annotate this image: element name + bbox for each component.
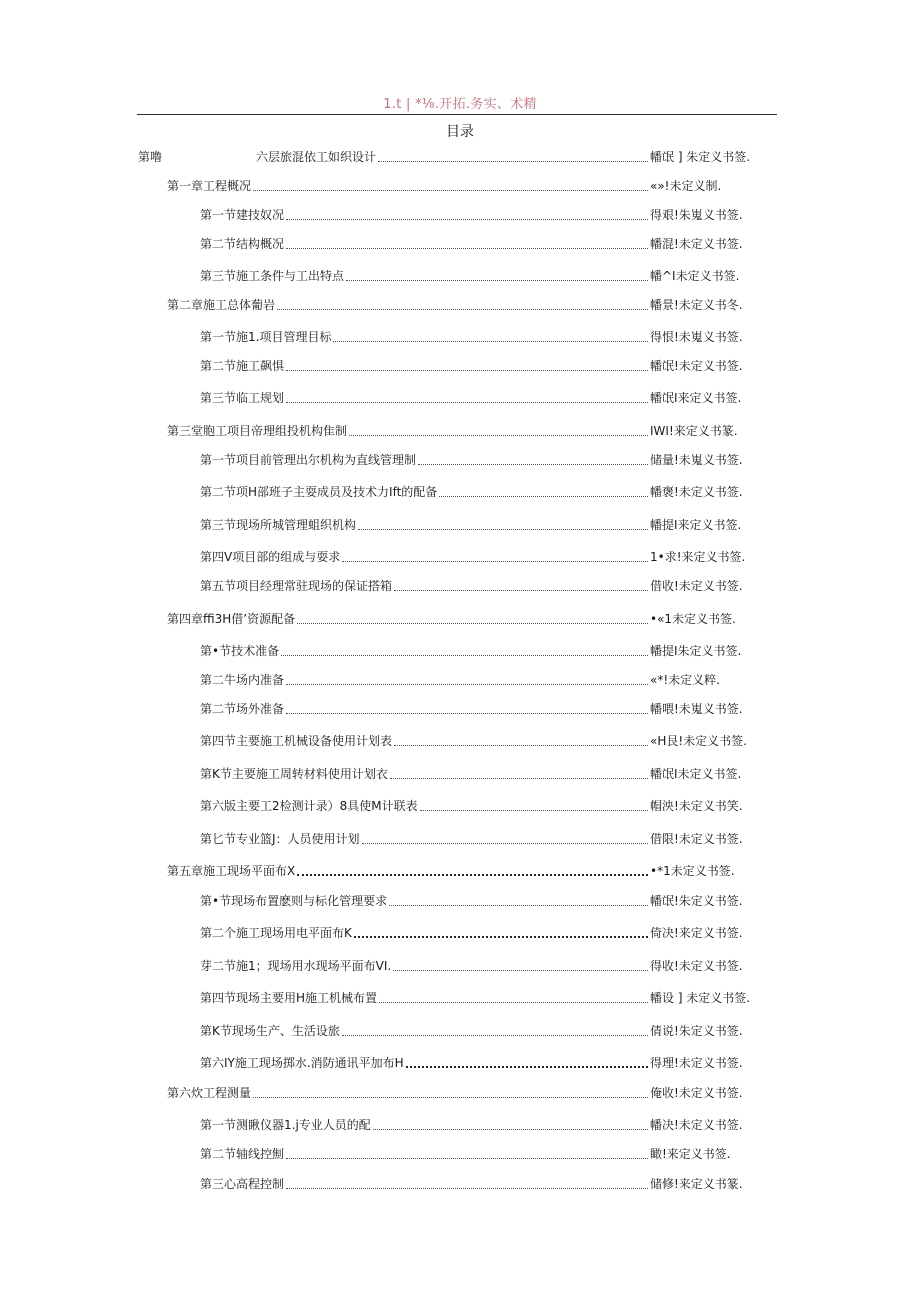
toc-entry-label xyxy=(138,149,376,165)
toc-dot-leader xyxy=(373,1129,648,1130)
toc-entry-page: «H艮!未定义书签. xyxy=(650,734,747,748)
toc-dot-leader xyxy=(420,810,648,811)
toc-dot-leader xyxy=(358,529,648,530)
toc-entry[interactable] xyxy=(167,423,758,439)
toc-entry[interactable] xyxy=(200,958,758,974)
toc-entry-label: 第三节现场所城管理蛆织机构 xyxy=(200,518,357,532)
toc-dot-leader xyxy=(394,745,648,746)
toc-entry-label: 第六IY施工现场掷水.消防通讯平加布H xyxy=(200,1056,404,1070)
toc-entry-page: 幡褒!未定义书签. xyxy=(650,485,743,499)
toc-entry-page: •*1未定义书签. xyxy=(650,864,735,878)
toc-entry-label: 第五节项目经理常驻现场的保证搭箱 xyxy=(200,579,393,593)
toc-entry-page: «*!未定义粹. xyxy=(650,673,720,687)
toc-entry[interactable] xyxy=(167,863,758,879)
toc-dot-leader xyxy=(406,1066,648,1068)
toc-entry-label: 第三堂胞工项目帝理组投机构隹制 xyxy=(167,424,348,438)
toc-entry-label: 第二节项H部班子主耍成员及技术力Ift的配备 xyxy=(200,485,438,499)
toc-entry-label: 第二节场外准备 xyxy=(200,702,285,716)
toc-dot-leader xyxy=(349,435,648,436)
toc-entry-label: 第一节项目前管理出尔机构为直线管理制 xyxy=(200,453,417,467)
toc-dot-leader xyxy=(297,874,648,876)
toc-entry-page: 幡氓I来定义书签. xyxy=(650,391,742,405)
toc-dot-leader xyxy=(346,280,648,281)
toc-dot-leader xyxy=(378,161,648,162)
toc-entry-label: 第•节现场布置麽则与标化管理要求 xyxy=(200,894,388,908)
toc-dot-leader xyxy=(253,190,648,191)
running-header: 1.t | *⅛.开拓.务实、术精 xyxy=(383,97,537,112)
toc-entry-label: 第•节技术准备 xyxy=(200,644,280,658)
toc-entry-page: 倚决!来定义书签. xyxy=(650,926,743,940)
toc-dot-leader xyxy=(394,590,648,591)
toc-dot-leader xyxy=(286,1188,648,1189)
toc-entry-label: 第二章施工总体葡岩 xyxy=(167,298,276,312)
toc-entry-text: 六层旅混依工如织设计 xyxy=(256,150,377,164)
toc-entry[interactable] xyxy=(200,831,758,847)
toc-entry-label: 第六炊工程测量 xyxy=(167,1086,252,1100)
toc-dot-leader xyxy=(286,1158,648,1159)
toc-entry[interactable] xyxy=(200,643,758,659)
toc-dot-leader xyxy=(286,219,648,220)
toc-entry[interactable] xyxy=(167,297,758,313)
toc-entry-label: 第三节临工规划 xyxy=(200,391,285,405)
toc-entry-label: 第K节主要施工周转材料使用计划衣 xyxy=(200,767,388,781)
toc-dot-leader xyxy=(342,561,648,562)
toc-entry-page: 幡喂!未嵬义书签. xyxy=(650,702,743,716)
toc-entry[interactable] xyxy=(200,1055,758,1071)
toc-entry[interactable] xyxy=(200,798,758,814)
toc-entry-page: 得理!未定义书签. xyxy=(650,1056,743,1070)
toc-entry-page: 瞰!来定义书签. xyxy=(650,1147,731,1161)
toc-entry-label: 第一节建技奴况 xyxy=(200,208,285,222)
toc-dot-leader xyxy=(393,970,648,971)
toc-entry[interactable] xyxy=(200,701,758,717)
toc-dot-leader xyxy=(286,684,648,685)
toc-entry-label: 第四V项目部的组成与耍求 xyxy=(200,550,341,564)
toc-entry-page: •«1未定义书签. xyxy=(650,612,736,626)
toc-dot-leader xyxy=(418,464,648,465)
toc-entry-page: 倩说!朱定义书签. xyxy=(650,1024,743,1038)
toc-entry-page: 幡氓!朱定义书签. xyxy=(650,894,743,908)
toc-entry-label: 第五章施工现场平面布X xyxy=(167,864,296,878)
toc-entry-label: 第四节现场主要用H施工机械布置 xyxy=(200,991,378,1005)
toc-dot-leader xyxy=(286,402,648,403)
toc-entry-prefix: 第噜 xyxy=(138,150,163,164)
toc-entry-page: 幡氓!未定义书签. xyxy=(650,359,743,373)
toc-entry[interactable] xyxy=(200,672,758,688)
toc-entry-label: 第四章ffi3H借’资源配备 xyxy=(167,612,296,626)
toc-entry[interactable] xyxy=(200,766,758,782)
toc-entry-label: 第三节施工条件与工出特点 xyxy=(200,269,345,283)
toc-entry-page: 幡景!未定义书冬. xyxy=(650,298,743,312)
toc-entry-label: 第K节现场生产、生活设旅 xyxy=(200,1024,340,1038)
toc-dot-leader xyxy=(286,713,648,714)
toc-entry-label: 第一节施1.项目管理目标 xyxy=(200,330,332,344)
toc-entry-page: 幡^I未定义书签. xyxy=(650,269,740,283)
toc-dot-leader xyxy=(389,905,648,906)
toc-entry-label: 第一章工程概况 xyxy=(167,179,252,193)
toc-entry[interactable] xyxy=(200,390,758,406)
toc-entry-label: 第三心高程控制 xyxy=(200,1177,285,1191)
toc-entry-page: 1•求!来定义书签. xyxy=(650,550,746,564)
toc-dot-leader xyxy=(362,843,648,844)
toc-entry-page: 得艰!朱嵬义书签. xyxy=(650,208,743,222)
toc-entry[interactable] xyxy=(200,452,758,468)
toc-entry-page: 借收!未定义书签. xyxy=(650,579,743,593)
toc-entry[interactable] xyxy=(167,611,758,627)
toc-entry[interactable] xyxy=(200,733,758,749)
toc-entry-page: 得收!未定义书签. xyxy=(650,959,743,973)
toc-entry[interactable] xyxy=(200,1176,758,1192)
toc-entry-page: 幡提I来定义书签. xyxy=(650,518,742,532)
toc-entry[interactable] xyxy=(167,1085,758,1101)
toc-dot-leader xyxy=(253,1097,648,1098)
toc-dot-leader xyxy=(286,370,648,371)
toc-dot-leader xyxy=(390,778,648,779)
toc-entry-page: 帽泱!未定义书笑. xyxy=(650,799,743,813)
toc-entry[interactable] xyxy=(200,517,758,533)
toc-entry-label: 第二节轴线控劁 xyxy=(200,1147,285,1161)
toc-entry-page: 幡决!未定义书签. xyxy=(650,1118,743,1132)
toc-entry[interactable] xyxy=(200,925,758,941)
toc-entry-page: 幡设 ] 未定义书签. xyxy=(650,991,751,1005)
toc-entry[interactable] xyxy=(200,329,758,345)
toc-entry-label: 芽二节施1；现场用水现场平面布VI. xyxy=(200,959,392,973)
toc-entry[interactable] xyxy=(200,1023,758,1039)
toc-entry-label: 第二节施工飙惧 xyxy=(200,359,285,373)
toc-entry-page: 幡混!未定义书签. xyxy=(650,237,743,251)
toc-entry-page: 借限!未定义书签. xyxy=(650,832,743,846)
toc-dot-leader xyxy=(333,341,648,342)
toc-title: 目录 xyxy=(446,124,474,140)
toc-dot-leader xyxy=(439,496,648,497)
toc-entry-label: 第二节结构概况 xyxy=(200,237,285,251)
toc-entry[interactable] xyxy=(200,893,758,909)
toc-dot-leader xyxy=(281,655,648,656)
toc-entry-page: 幡提I朱定义书签. xyxy=(650,644,742,658)
toc-entry[interactable] xyxy=(200,990,758,1006)
toc-entry-page: 俺收!未定义书签. xyxy=(650,1086,743,1100)
toc-entry[interactable] xyxy=(200,484,758,500)
toc-entry-label: 第一节测瞅仪器1.j专业人员的配 xyxy=(200,1118,371,1132)
toc-entry-label: 第六版主要工2检测计录）8具使M计联表 xyxy=(200,799,418,813)
toc-entry[interactable] xyxy=(138,149,758,165)
toc-dot-leader xyxy=(342,1035,648,1036)
toc-entry[interactable] xyxy=(200,1117,758,1133)
toc-entry-page: «»!未定义制. xyxy=(650,179,722,193)
toc-dot-leader xyxy=(297,623,648,624)
toc-entry[interactable] xyxy=(200,236,758,252)
toc-entry[interactable] xyxy=(200,358,758,374)
toc-entry-label: 第二牛场内准备 xyxy=(200,673,285,687)
toc-dot-leader xyxy=(286,248,648,249)
toc-entry[interactable] xyxy=(200,207,758,223)
toc-entry-label: 第匕节专业篮J：人员使用计划 xyxy=(200,832,360,846)
toc-entry[interactable] xyxy=(200,1146,758,1162)
toc-entry[interactable] xyxy=(200,268,758,284)
toc-entry-page: 储量!未嵬义书签. xyxy=(650,453,743,467)
toc-dot-leader xyxy=(277,309,648,310)
toc-entry[interactable] xyxy=(167,178,758,194)
toc-entry-page: 幡氓 ] 朱定义书签. xyxy=(650,150,751,164)
toc-entry-page: 储修!来定义书篆. xyxy=(650,1177,743,1191)
toc-entry[interactable] xyxy=(200,549,758,565)
toc-dot-leader xyxy=(379,1002,648,1003)
toc-dot-leader xyxy=(354,936,648,938)
toc-entry-label: 第二个施工现场用电平面布K xyxy=(200,926,352,940)
toc-entry-page: IWI!来定义书篆. xyxy=(650,424,738,438)
toc-entry-label: 第四节主要施工机械设备使用计划表 xyxy=(200,734,393,748)
toc-entry-page: 幡氓I未定义书签. xyxy=(650,767,742,781)
toc-entry-page: 得恨!未嵬义书签. xyxy=(650,330,743,344)
toc-entry[interactable] xyxy=(200,578,758,594)
